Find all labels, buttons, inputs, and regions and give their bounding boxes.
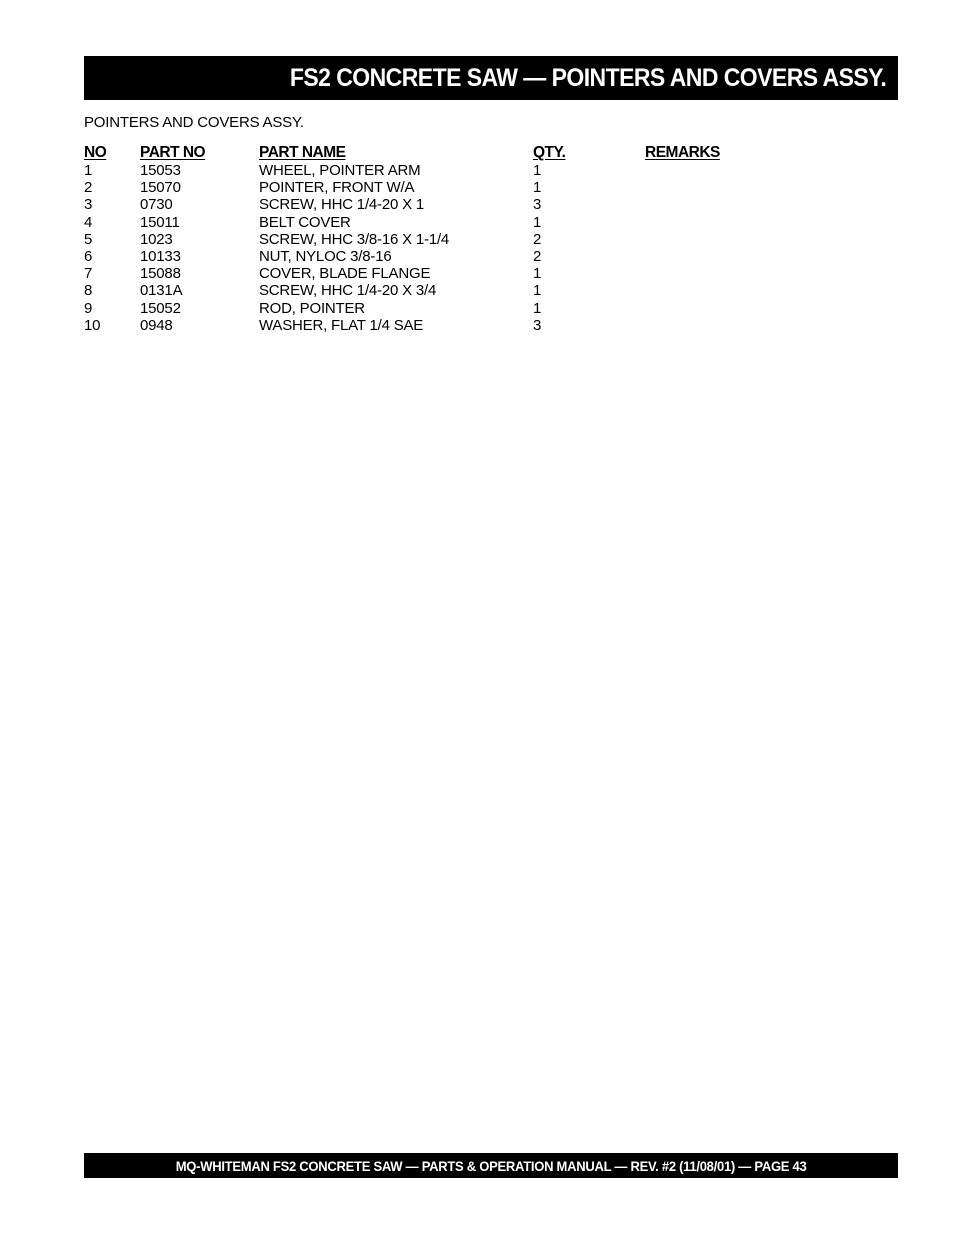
cell-part-no: 15088 bbox=[140, 265, 181, 283]
cell-part-no: 15052 bbox=[140, 299, 181, 317]
cell-qty: 3 bbox=[533, 316, 542, 334]
cell-qty: 1 bbox=[533, 162, 542, 179]
cell-qty: 2 bbox=[533, 247, 542, 265]
cell-no: 7 bbox=[84, 265, 93, 283]
column-header-remarks: REMARKS bbox=[645, 144, 720, 161]
page-header-bar bbox=[84, 56, 898, 100]
cell-qty: 2 bbox=[533, 230, 542, 248]
table-row bbox=[84, 300, 784, 317]
cell-no: 1 bbox=[84, 162, 93, 179]
cell-no: 8 bbox=[84, 282, 93, 300]
cell-part-no: 1023 bbox=[140, 230, 173, 248]
cell-qty: 1 bbox=[533, 299, 542, 317]
table-row bbox=[84, 214, 784, 231]
cell-part-name: WHEEL, POINTER ARM bbox=[259, 162, 421, 179]
cell-no: 5 bbox=[84, 230, 93, 248]
cell-part-name: SCREW, HHC 1/4-20 X 1 bbox=[259, 196, 425, 214]
cell-part-no: 10133 bbox=[140, 247, 181, 265]
table-row bbox=[84, 317, 784, 334]
table-body bbox=[84, 162, 784, 334]
cell-qty: 3 bbox=[533, 196, 542, 214]
table-row bbox=[84, 282, 784, 299]
cell-qty: 1 bbox=[533, 179, 542, 197]
table-row bbox=[84, 265, 784, 282]
column-header-part-no: PART NO bbox=[140, 144, 206, 161]
column-header-part-name: PART NAME bbox=[259, 144, 346, 161]
cell-part-name: BELT COVER bbox=[259, 213, 351, 231]
page-footer-bar bbox=[84, 1153, 898, 1178]
table-row bbox=[84, 162, 784, 179]
table-row bbox=[84, 179, 784, 196]
cell-qty: 1 bbox=[533, 282, 542, 300]
cell-part-no: 0131A bbox=[140, 282, 183, 300]
cell-part-name: ROD, POINTER bbox=[259, 299, 365, 317]
cell-part-no: 15070 bbox=[140, 179, 181, 197]
cell-no: 4 bbox=[84, 213, 93, 231]
section-title: POINTERS AND COVERS ASSY. bbox=[84, 114, 304, 131]
table-row bbox=[84, 196, 784, 213]
cell-part-name: POINTER, FRONT W/A bbox=[259, 179, 415, 197]
cell-qty: 1 bbox=[533, 213, 542, 231]
column-header-qty: QTY. bbox=[533, 144, 566, 161]
page-title: FS2 CONCRETE SAW — POINTERS AND COVERS ASSY. bbox=[289, 63, 886, 92]
parts-table bbox=[84, 143, 784, 334]
cell-no: 10 bbox=[84, 316, 101, 334]
cell-part-no: 15053 bbox=[140, 162, 181, 179]
cell-qty: 1 bbox=[533, 265, 542, 283]
cell-part-no: 0948 bbox=[140, 316, 173, 334]
cell-part-name: WASHER, FLAT 1/4 SAE bbox=[259, 316, 424, 334]
cell-part-no: 0730 bbox=[140, 196, 173, 214]
table-header-row bbox=[84, 143, 784, 162]
cell-part-no: 15011 bbox=[140, 213, 180, 231]
cell-no: 9 bbox=[84, 299, 93, 317]
column-header-no: NO bbox=[84, 144, 107, 161]
table-row bbox=[84, 248, 784, 265]
cell-part-name: SCREW, HHC 3/8-16 X 1-1/4 bbox=[259, 230, 450, 248]
table-row bbox=[84, 231, 784, 248]
cell-part-name: COVER, BLADE FLANGE bbox=[259, 265, 431, 283]
cell-no: 3 bbox=[84, 196, 93, 214]
cell-part-name: NUT, NYLOC 3/8-16 bbox=[259, 247, 392, 265]
cell-no: 6 bbox=[84, 247, 93, 265]
page-footer: MQ-WHITEMAN FS2 CONCRETE SAW — PARTS & OPERATION MANUAL — REV. #2 (11/08/01) — PAGE 43 bbox=[175, 1157, 807, 1174]
cell-part-name: SCREW, HHC 1/4-20 X 3/4 bbox=[259, 282, 437, 300]
cell-no: 2 bbox=[84, 179, 93, 197]
